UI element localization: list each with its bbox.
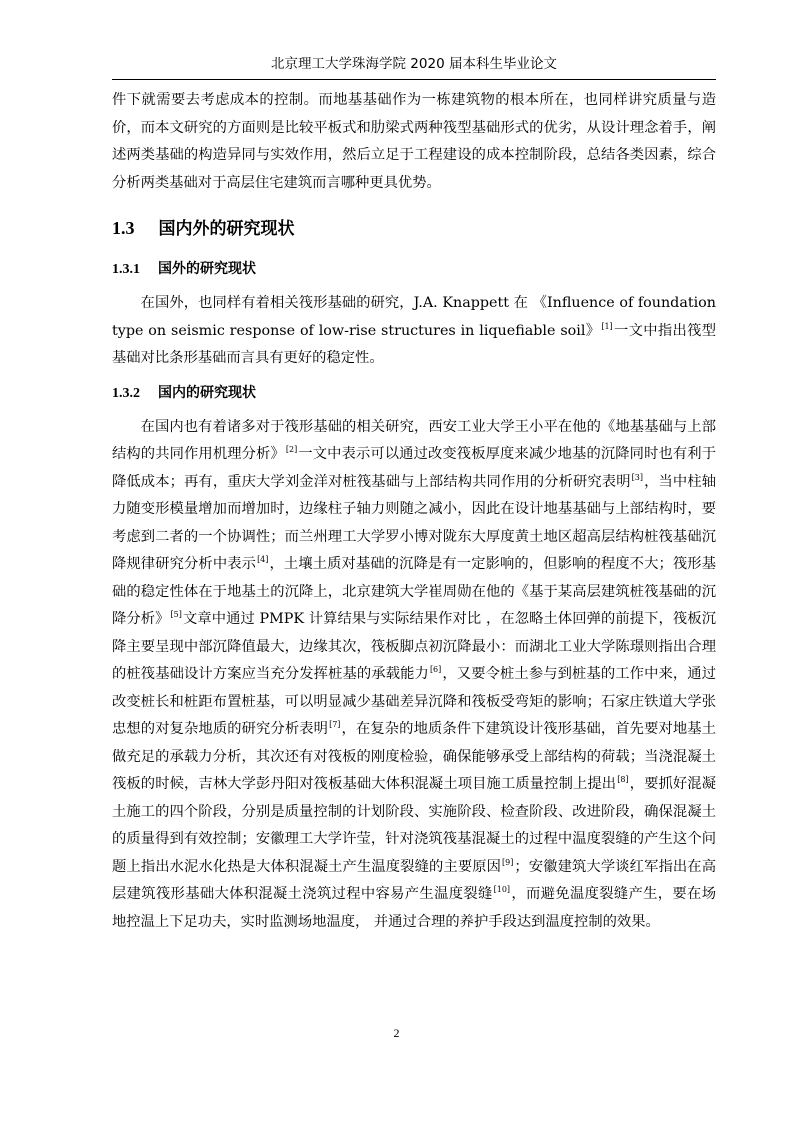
text-run: 在国外，也同样有着相关筏形基础的研究，J.A. Knappett 在 《Influence of foundation type on seismic response of low-rise structures in liquefiable soil》 xyxy=(112,295,716,339)
citation-4: [4] xyxy=(257,555,269,564)
subsection-number: 1.3.1 xyxy=(112,262,140,277)
subsection-title: 国内的研究现状 xyxy=(158,384,256,401)
citation-9: [9] xyxy=(502,857,514,867)
page-header: 北京理工大学珠海学院 2020 届本科生毕业论文 xyxy=(271,56,557,72)
citation-10: [10] xyxy=(493,885,511,894)
section-heading xyxy=(112,214,716,243)
text-run: 在国内也有着诸多对于筏形基础的相关研究，西安工业大学王小平在他的《地基基础与上部结构的共同作用机理分析》 xyxy=(112,418,716,462)
text-run: ，要抓好混凝土施工的四个阶段，分别是质量控制的计划阶段、实施阶段、检查阶段、改进阶段，确保混凝土的质量得到有效控制；安徽理工大学许莹，针对浇筑筏基混凝土的过程中温度裂缝的产生这个问题上指出水泥水化热是大体积混凝土产生温度裂缝的主要原因 xyxy=(112,776,716,875)
text-run: ，在复杂的地质条件下建筑设计筏形基础，首先要对地基土做充足的承载力分析，其次还有对筏板的刚度检验，确保能够承受上部结构的荷载；当浇混凝土筏板的时候，吉林大学彭丹阳对筏板基础大体积混凝土项目施工质量控制上提出 xyxy=(112,721,716,792)
subsection-heading-foreign xyxy=(112,255,716,284)
header-rule xyxy=(112,79,716,80)
text-run: ，又要令桩土参与到桩基的工作中来，通过改变桩长和桩距布置桩基，可以明显减少基础差异沉降和筏板受弯矩的影响；石家庄铁道大学张忠想的对复杂地质的研究分析表明 xyxy=(112,666,716,737)
domestic-research-paragraph xyxy=(112,414,716,937)
page-number: 2 xyxy=(393,1026,400,1040)
intro-paragraph: 件下就需要去考虑成本的控制。而地基基础作为一栋建筑物的根本所在，也同样讲究质量与造价，而本文研究的方面则是比较平板式和肋梁式两种筏型基础形式的优劣，从设计理念着手，阐述两类基础的构造异同与实效作用，然后立足于工程建设的成本控制阶段，总结各类因素，综合分析两类基础对于高层住宅建筑而言哪种更具优势。 xyxy=(112,92,716,191)
subsection-number: 1.3.2 xyxy=(112,385,140,401)
text-run: 一文中指出筏型基础对比条形基础而言具有更好的稳定性。 xyxy=(112,322,716,366)
citation-6: [6] xyxy=(429,665,442,674)
text-run: ，当中柱轴力随变形模量增加而增加时，边缘柱子轴力则随之减小，因此在设计地基基础与上部结构时，要考虑到二者的一个协调性；而兰州理工大学罗小博对陇东大厚度黄土地区超高层结构桩筏基础沉降规律研究分析中表示 xyxy=(112,473,716,572)
subsection-heading-domestic xyxy=(112,379,716,408)
text-run: 文章中通过 PMPK 计算结果与实际结果作对比 ，在忽略土体回弹的前提下，筏板沉降主要呈现中部沉降值最大，边缘其次，筏板脚点初沉降最小：而湖北工业大学陈璟则指出合理的桩筏基础设计方案应当充分发挥桩基的承载能力 xyxy=(112,611,716,682)
citation-2: [2] xyxy=(285,445,298,454)
citation-5: [5] xyxy=(170,610,182,619)
citation-8: [8] xyxy=(617,775,629,784)
citation-1: [1] xyxy=(601,321,613,331)
text-run: ，土壤土质对基础的沉降是有一定影响的，但影响的程度不大；筏形基础的稳定性体在于地基土的沉降上，北京建筑大学崔周勋在他的《基于某高层建筑桩筏基础的沉降分析》 xyxy=(112,556,716,627)
citation-7: [7] xyxy=(329,720,341,729)
text-run: ；安徽建筑大学谈红军指出在高层建筑筏形基础大体积混凝土浇筑过程中容易产生温度裂缝 xyxy=(112,858,717,902)
subsection-title: 国外的研究现状 xyxy=(158,261,256,277)
foreign-research-paragraph xyxy=(112,290,716,373)
page-content xyxy=(112,87,716,936)
section-title: 国内外的研究现状 xyxy=(158,219,295,239)
text-run: ，而避免温度裂缝产生，要在场地控温上下足功夫，实时监测场地温度， 并通过合理的养护手段达到温度控制的效果。 xyxy=(112,886,716,930)
citation-3: [3] xyxy=(631,472,643,482)
text-run: 一文中表示可以通过改变筏板厚度来减少地基的沉降同时也有利于降低成本；再有，重庆大学刘金洋对桩筏基础与上部结构共同作用的分析研究表明 xyxy=(112,446,716,490)
section-number: 1.3 xyxy=(112,218,135,238)
